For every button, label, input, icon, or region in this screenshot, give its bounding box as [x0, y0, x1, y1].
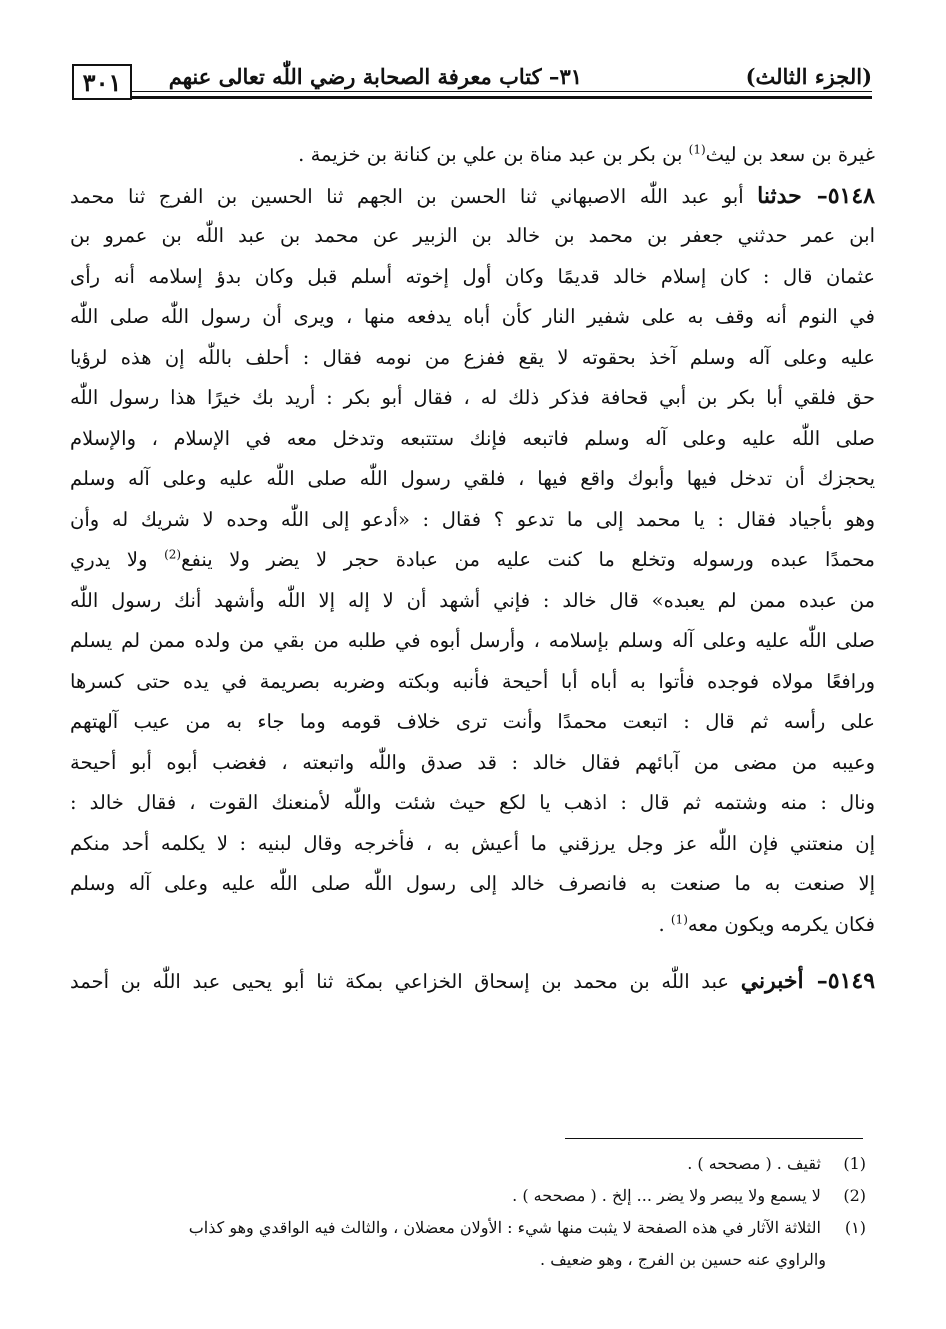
page-header [72, 58, 872, 108]
text-line: عثمان قال : كان إسلام خالد قديمًا وكان أول إخوته أسلم قبل وكان بدؤ إسلامه أنه رأى [70, 264, 875, 288]
footnote-ref: (1) [670, 912, 688, 926]
footnote-text: الثلاثة الآثار في هذه الصفحة لا يثبت منها شيء : الأولان معضلان ، والثالث فيه الواقدي وهو كذاب [188, 1218, 821, 1237]
text-line: فكان يكرمه ويكون معه$^{(1)}$ . [658, 912, 875, 936]
hadith-5149-line-1: ٥١٤٩– أخبرني عبد اللّٰه بن محمد بن إسحاق الخزاعي بمكة ثنا أبو يحيى عبد اللّٰه بن أحمد [70, 968, 875, 994]
text-line: إلا صنعت به ما صنعت به فانصرف خالد إلى رسول اللّٰه صلى اللّٰه عليه وعلى آله وسلم [70, 872, 875, 895]
footnotes [66, 1148, 866, 1276]
footnote [66, 1180, 866, 1212]
text-line: في النوم أنه وقف به على شفير النار كأن أباه يدفعه منها ، ويرى أن رسول اللّٰه صلى اللّٰه [70, 305, 875, 328]
page-number: ٣٠١ [72, 64, 132, 100]
footnote-continuation [66, 1244, 866, 1276]
footnote-text: لا يسمع ولا يبصر ولا يضر ... إلخ . ( مصححه ) . [512, 1186, 821, 1205]
footnote [66, 1212, 866, 1244]
hadith-intro: – أخبرني [740, 968, 828, 994]
text-line: حق فلقي أبا بكر بن أبي قحافة فذكر ذلك له ، فقال أبو بكر : أريد بك خيرًا هذا رسول اللّٰه [70, 386, 875, 409]
paragraph-gap [70, 945, 875, 961]
text-line: صلى اللّٰه عليه وعلى آله وسلم فاتبعه فإنك ستتبعه وتدخل معه في الإسلام ، والإسلام [70, 426, 875, 450]
footnote-ref: (2) [164, 547, 182, 562]
text-line: وهو بأجياد فقال : يا محمد إلى ما تدعو ؟ فقال : «أدعو إلى اللّٰه وحده لا شريك له وأن [70, 507, 875, 531]
text-line: وعيبه من مضى من آبائهم فقال خالد : قد صدق واللّٰه واتبعته ، فغضب أبوه أبو أحيحة [70, 750, 875, 774]
chapter-title: ٣١– كتاب معرفة الصحابة رضي اللّٰه تعالى عنهم [168, 64, 582, 89]
text-line: إن منعتني فإن اللّٰه عز وجل يرزقني ما أعيش به ، فأخرجه وقال لبنيه : لا يكلمه أحد منكم [70, 831, 875, 855]
text-line: ونال : منه وشتمه ثم قال : اذهب يا لكع حيث شئت واللّٰه لأمنعنك القوت ، فقال خالد : [70, 791, 875, 814]
hadith-number: ٥١٤٨ [827, 182, 875, 209]
footnote-text: والراوي عنه حسين بن الفرج ، وهو ضعيف . [540, 1250, 826, 1269]
footnote-number: (2) [843, 1186, 866, 1205]
header-rule-thin [132, 91, 872, 92]
main-text [70, 135, 875, 1002]
text-line: عليه وعلى آله وسلم آخذ بحقوته لا يقع ففزع من نومه فقال : أحلف باللّٰه إن هذه لرؤيا [70, 345, 875, 369]
text-line: ورافعًا مولاه فوجده فأتوا به أباه أبا أحيحة فأنبه وبكته وضربه بصريمة في يده حتى كسرها [70, 669, 875, 693]
footnote-separator [565, 1138, 863, 1139]
text-line: غيرة بن سعد بن ليث$^{(1)}$ بن بكر بن عبد مناة بن علي بن كنانة بن خزيمة . [298, 142, 875, 166]
text-line: من عبده ممن لم يعبده» قال خالد : فإني أشهد أن لا إله إلا اللّٰه وأشهد أنك رسول اللّٰه [70, 588, 875, 612]
text-line: صلى اللّٰه عليه وعلى آله وسلم بإسلامه ، وأرسل أبوه في طلبه من بقي من ولده ممن لم يسلم [70, 629, 875, 652]
footnote-number: (١) [844, 1218, 866, 1237]
hadith-number: ٥١٤٩ [827, 968, 875, 994]
footnote-number: (1) [843, 1154, 866, 1173]
text-line: يحجزك أن تدخل فيها وأبوك واقع فيها ، فلقي رسول اللّٰه صلى اللّٰه عليه وعلى آله وسلم [70, 467, 875, 490]
hadith-5148-line-1: ٥١٤٨– حدثنا أبو عبد اللّٰه الاصبهاني ثنا الحسن بن الجهم ثنا الحسين بن الفرج ثنا محمد [70, 182, 875, 209]
volume-label: (الجزء الثالث) [745, 64, 872, 89]
hadith-intro: – حدثنا [757, 182, 828, 209]
footnote [66, 1148, 866, 1180]
text-line: ابن عمر حدثني جعفر بن محمد بن خالد بن الزبير عن محمد بن عبد اللّٰه بن عمرو بن [70, 224, 875, 247]
text-line: على رأسه ثم قال : اتبعت محمدًا وأنت ترى خلاف قومه وما جاء به من عيب آلهتهم [70, 710, 875, 733]
text-line: محمدًا عبده ورسوله وتخلع ما كنت عليه من عبادة حجر لا يضر ولا ينفع$^{(2)}$ ولا يدري [70, 547, 875, 571]
footnote-ref: (1) [688, 142, 706, 157]
header-rule-thick [132, 96, 872, 99]
footnote-text: ثقيف . ( مصححه ) . [687, 1154, 821, 1173]
